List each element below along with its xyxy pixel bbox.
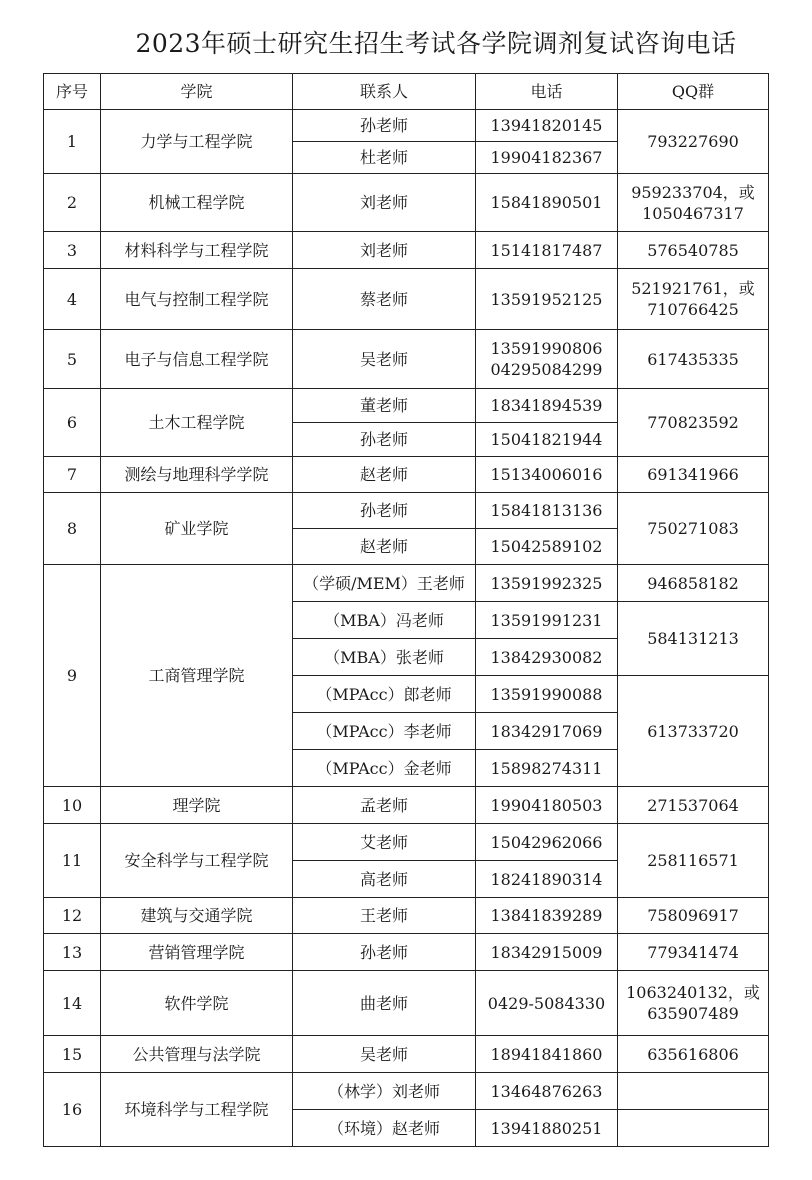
row-number: 3 [44, 232, 101, 269]
row-number: 14 [44, 971, 101, 1036]
phone-number: 13841839289 [476, 898, 618, 934]
header-contact: 联系人 [293, 74, 476, 110]
phone-number: 18342917069 [476, 713, 618, 750]
row-number: 7 [44, 457, 101, 493]
phone-number: 15041821944 [476, 423, 618, 457]
college-name: 理学院 [101, 787, 293, 824]
phone-number: 13591990806 04295084299 [476, 330, 618, 389]
table-row [44, 389, 769, 423]
table-row [44, 493, 769, 529]
phone-number: 13591990088 [476, 676, 618, 713]
phone-number: 15042962066 [476, 824, 618, 861]
phone-number: 15134006016 [476, 457, 618, 493]
college-name: 土木工程学院 [101, 389, 293, 457]
row-number: 1 [44, 110, 101, 174]
contact-name: （MPAcc）李老师 [293, 713, 476, 750]
phone-number: 15042589102 [476, 529, 618, 565]
qq-group: 258116571 [618, 824, 769, 898]
contact-name: 刘老师 [293, 174, 476, 232]
qq-group: 584131213 [618, 602, 769, 676]
qq-group: 576540785 [618, 232, 769, 269]
row-number: 9 [44, 565, 101, 787]
qq-group: 1063240132，或 635907489 [618, 971, 769, 1036]
phone-number: 13591952125 [476, 269, 618, 330]
phone-number: 19904180503 [476, 787, 618, 824]
contact-name: 赵老师 [293, 529, 476, 565]
contact-name: （MPAcc）金老师 [293, 750, 476, 787]
table-row [44, 787, 769, 824]
contact-name: 孙老师 [293, 493, 476, 529]
contact-name: 孙老师 [293, 423, 476, 457]
phone-number: 15841890501 [476, 174, 618, 232]
qq-group: 271537064 [618, 787, 769, 824]
phone-number: 18342915009 [476, 934, 618, 971]
qq-group: 521921761，或 710766425 [618, 269, 769, 330]
qq-group: 959233704，或 1050467317 [618, 174, 769, 232]
row-number: 5 [44, 330, 101, 389]
college-name: 电子与信息工程学院 [101, 330, 293, 389]
row-number: 13 [44, 934, 101, 971]
college-name: 电气与控制工程学院 [101, 269, 293, 330]
table-row [44, 565, 769, 602]
contact-name: （MBA）冯老师 [293, 602, 476, 639]
phone-number: 18241890314 [476, 861, 618, 898]
table-row [44, 934, 769, 971]
table-row [44, 824, 769, 861]
row-number: 4 [44, 269, 101, 330]
phone-number: 15898274311 [476, 750, 618, 787]
contact-table [43, 73, 769, 1147]
phone-number: 13941820145 [476, 110, 618, 142]
table-row [44, 269, 769, 330]
contact-name: 董老师 [293, 389, 476, 423]
phone-number: 13842930082 [476, 639, 618, 676]
college-name: 公共管理与法学院 [101, 1036, 293, 1073]
qq-group: 793227690 [618, 110, 769, 174]
table-row [44, 971, 769, 1036]
qq-group: 691341966 [618, 457, 769, 493]
row-number: 8 [44, 493, 101, 565]
row-number: 16 [44, 1073, 101, 1147]
contact-name: 王老师 [293, 898, 476, 934]
phone-number: 13591992325 [476, 565, 618, 602]
contact-name: 曲老师 [293, 971, 476, 1036]
qq-group: 779341474 [618, 934, 769, 971]
row-number: 11 [44, 824, 101, 898]
qq-group: 758096917 [618, 898, 769, 934]
phone-number: 13941880251 [476, 1110, 618, 1147]
header-no: 序号 [44, 74, 101, 110]
phone-number: 0429-5084330 [476, 971, 618, 1036]
college-name: 软件学院 [101, 971, 293, 1036]
table-row [44, 1073, 769, 1110]
college-name: 建筑与交通学院 [101, 898, 293, 934]
contact-name: 吴老师 [293, 1036, 476, 1073]
contact-name: 高老师 [293, 861, 476, 898]
contact-name: （林学）刘老师 [293, 1073, 476, 1110]
table-row [44, 174, 769, 232]
table-row [44, 232, 769, 269]
college-name: 工商管理学院 [101, 565, 293, 787]
college-name: 测绘与地理科学学院 [101, 457, 293, 493]
header-qq: QQ群 [618, 74, 769, 110]
phone-number: 18941841860 [476, 1036, 618, 1073]
college-name: 营销管理学院 [101, 934, 293, 971]
qq-group: 613733720 [618, 676, 769, 787]
qq-group: 635616806 [618, 1036, 769, 1073]
row-number: 2 [44, 174, 101, 232]
contact-name: 刘老师 [293, 232, 476, 269]
college-name: 安全科学与工程学院 [101, 824, 293, 898]
college-name: 力学与工程学院 [101, 110, 293, 174]
row-number: 15 [44, 1036, 101, 1073]
table-row [44, 330, 769, 389]
header-college: 学院 [101, 74, 293, 110]
contact-name: （MBA）张老师 [293, 639, 476, 676]
phone-number: 13464876263 [476, 1073, 618, 1110]
contact-name: 赵老师 [293, 457, 476, 493]
phone-number: 19904182367 [476, 142, 618, 174]
row-number: 10 [44, 787, 101, 824]
qq-group [618, 1073, 769, 1110]
contact-name: （学硕/MEM）王老师 [293, 565, 476, 602]
contact-name: 吴老师 [293, 330, 476, 389]
table-row [44, 110, 769, 142]
qq-group-empty [618, 1110, 769, 1147]
contact-name: 孙老师 [293, 934, 476, 971]
table-row [44, 1036, 769, 1073]
college-name: 材料科学与工程学院 [101, 232, 293, 269]
contact-name: 艾老师 [293, 824, 476, 861]
table-row [44, 898, 769, 934]
row-number: 12 [44, 898, 101, 934]
phone-number: 13591991231 [476, 602, 618, 639]
contact-name: （环境）赵老师 [293, 1110, 476, 1147]
page-title: 2023年硕士研究生招生考试各学院调剂复试咨询电话 [135, 29, 737, 58]
phone-number: 15141817487 [476, 232, 618, 269]
qq-group: 770823592 [618, 389, 769, 457]
phone-number: 15841813136 [476, 493, 618, 529]
phone-number: 18341894539 [476, 389, 618, 423]
contact-name: 杜老师 [293, 142, 476, 174]
qq-group: 946858182 [618, 565, 769, 602]
college-name: 环境科学与工程学院 [101, 1073, 293, 1147]
header-phone: 电话 [476, 74, 618, 110]
contact-name: （MPAcc）郎老师 [293, 676, 476, 713]
qq-group: 750271083 [618, 493, 769, 565]
contact-name: 孙老师 [293, 110, 476, 142]
college-name: 机械工程学院 [101, 174, 293, 232]
table-row [44, 457, 769, 493]
contact-name: 蔡老师 [293, 269, 476, 330]
college-name: 矿业学院 [101, 493, 293, 565]
contact-name: 孟老师 [293, 787, 476, 824]
qq-group: 617435335 [618, 330, 769, 389]
row-number: 6 [44, 389, 101, 457]
header-row [44, 74, 769, 110]
